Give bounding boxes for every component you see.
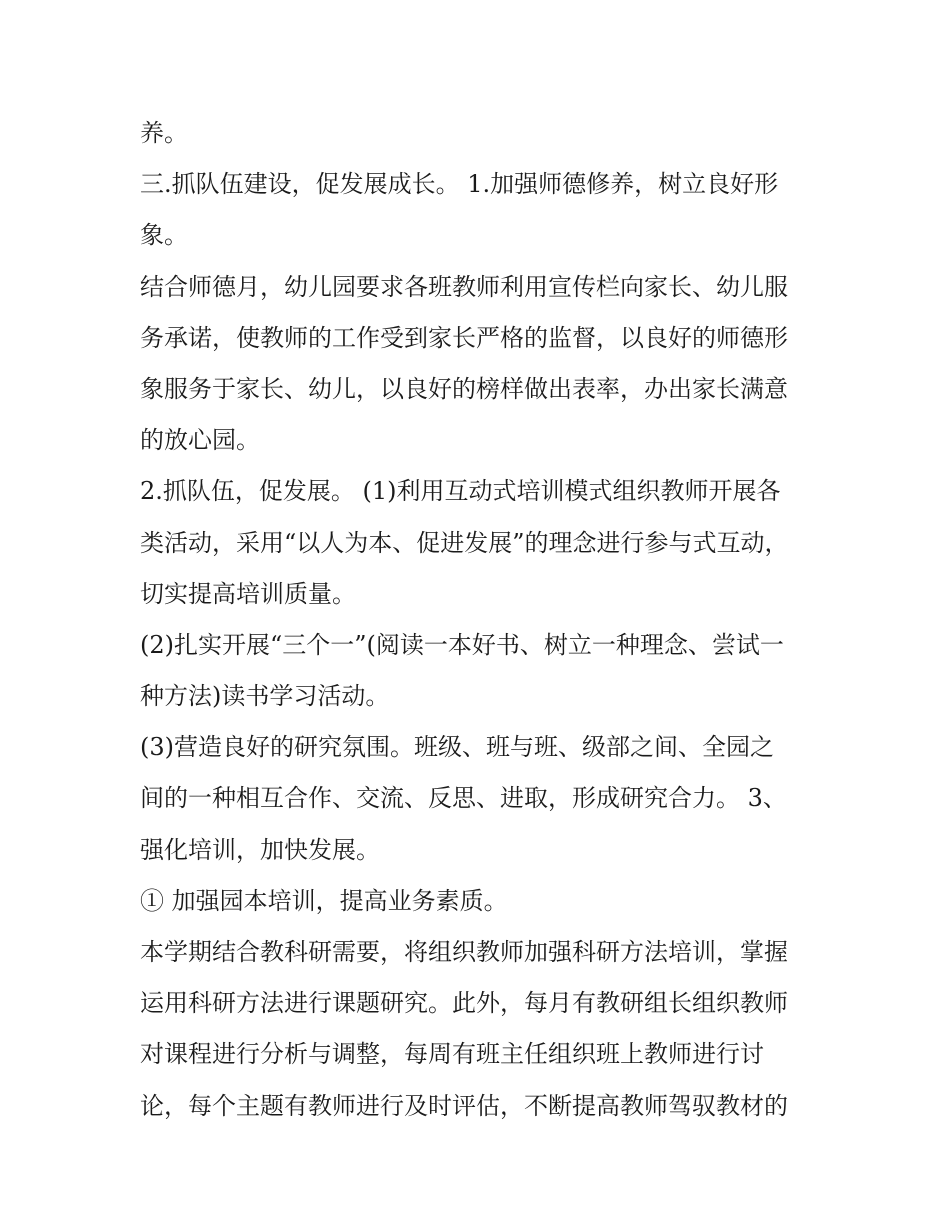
text-line: 务承诺，使教师的工作受到家长严格的监督，以良好的师德形 [140,323,788,352]
text-line: 间的一种相互合作、交流、反思、进取，形成研究合力。 3、 [140,784,787,813]
text-line: 运用科研方法进行课题研究。此外，每月有教研组长组织教师 [140,989,788,1018]
text-line: 养。 [140,119,188,147]
text-line: 论，每个主题有教师进行及时评估，不断提高教师驾驭教材的 [140,1091,788,1120]
text-line: 强化培训，加快发展。 [140,835,380,864]
text-line: (3)营造良好的研究氛围。班级、班与班、级部之间、全园之 [140,733,774,762]
text-line: 类活动，采用“以人为本、促进发展”的理念进行参与式互动， [140,528,789,557]
document-body [140,108,820,1132]
text-line: 象服务于家长、幼儿，以良好的榜样做出表率，办出家长满意 [140,374,788,403]
text-line: 切实提高培训质量。 [140,579,356,608]
text-line: 对课程进行分析与调整，每周有班主任组织班上教师进行讨 [140,1040,764,1069]
text-line: 三.抓队伍建设，促发展成长。 1.加强师德修养，树立良好形 [140,170,779,199]
text-line: 结合师德月，幼儿园要求各班教师利用宣传栏向家长、幼儿服 [140,272,788,301]
text-line: 本学期结合教科研需要，将组织教师加强科研方法培训，掌握 [140,938,788,966]
text-line: 象。 [140,221,188,250]
text-line: 种方法)读书学习活动。 [140,682,390,711]
text-line: 2.抓队伍，促发展。 (1)利用互动式培训模式组织教师开展各 [140,477,781,506]
text-line: 的放心园。 [140,426,260,455]
text-line: (2)扎实开展“三个一”(阅读一本好书、树立一种理念、尝试一 [140,630,784,659]
text-line: ① 加强园本培训，提高业务素质。 [140,886,508,915]
